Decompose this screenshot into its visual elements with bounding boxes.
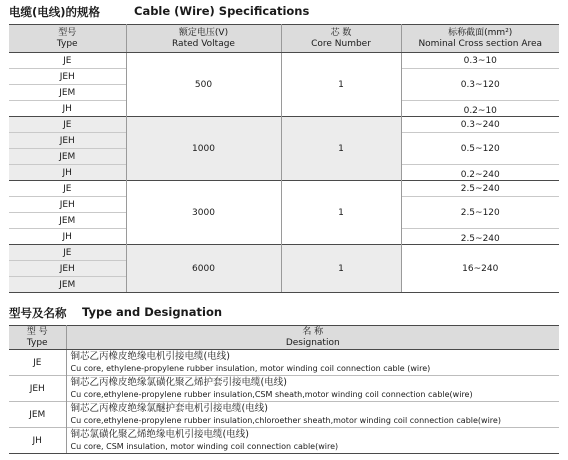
- designation-table: [9, 325, 559, 454]
- spec-row: [9, 181, 559, 197]
- designation-text: 铜芯氯磺化聚乙烯绝缘电机引接电缆(电线) Cu core, CSM insulation, motor winding coil connection cable(wire): [66, 428, 559, 454]
- spec-row: [9, 117, 559, 133]
- header-voltage: 额定电压(V) Rated Voltage: [126, 25, 281, 53]
- spec-row: [9, 245, 559, 261]
- area-cell: 0.3~240: [401, 117, 559, 133]
- type-cell: JH: [9, 165, 126, 181]
- type-cell: JEM: [9, 277, 126, 293]
- type-cell: JEM: [9, 85, 126, 101]
- designation-title-en: Type and Designation: [82, 305, 223, 319]
- designation-row: [9, 376, 559, 402]
- spec-title-cn: 电缆(电线)的规格: [9, 5, 101, 19]
- type-cell: JEH: [9, 261, 126, 277]
- cores-cell: 1: [281, 117, 401, 181]
- type-cell: JEM: [9, 149, 126, 165]
- voltage-cell: 6000: [126, 245, 281, 293]
- area-cell: 0.5~120: [401, 133, 559, 165]
- header-designation: 名 称 Designation: [66, 326, 559, 350]
- designation-text: 铜芯乙丙橡皮绝缘电机引接电缆(电线) Cu core, ethylene-propylene rubber insulation, motor winding coil connection cable (wire): [66, 350, 559, 376]
- designation-text: 铜芯乙丙橡皮绝缘氯醚护套电机引接电缆(电线) Cu core,ethylene-propylene rubber insulation,chloroether sheath,motor winding coil connection cable(wire): [66, 402, 559, 428]
- voltage-cell: 500: [126, 53, 281, 117]
- header-area: 标称截面(mm²) Nominal Cross section Area: [401, 25, 559, 53]
- area-cell: 2.5~240: [401, 181, 559, 197]
- area-cell: 0.2~10: [401, 101, 559, 117]
- designation-row: [9, 402, 559, 428]
- designation-row: [9, 428, 559, 454]
- spec-row: [9, 53, 559, 69]
- area-cell: 2.5~240: [401, 229, 559, 245]
- header-type: 型 号 Type: [9, 326, 66, 350]
- area-cell: 16~240: [401, 245, 559, 293]
- designation-title-cn: 型号及名称: [9, 306, 67, 320]
- spec-table-bottom-rule: [9, 292, 559, 293]
- designation-row: [9, 350, 559, 376]
- header-type: 型号 Type: [9, 25, 126, 53]
- type-cell: JH: [9, 229, 126, 245]
- type-cell: JE: [9, 117, 126, 133]
- area-cell: 0.3~10: [401, 53, 559, 69]
- designation-type: JEM: [9, 402, 66, 428]
- type-cell: JEM: [9, 213, 126, 229]
- designation-header-row: [9, 326, 559, 350]
- cores-cell: 1: [281, 181, 401, 245]
- cores-cell: 1: [281, 53, 401, 117]
- designation-type: JE: [9, 350, 66, 376]
- header-cores: 芯 数 Core Number: [281, 25, 401, 53]
- area-cell: 0.2~240: [401, 165, 559, 181]
- area-cell: 0.3~120: [401, 69, 559, 101]
- designation-type: JEH: [9, 376, 66, 402]
- type-cell: JEH: [9, 197, 126, 213]
- type-cell: JH: [9, 101, 126, 117]
- spec-table: [9, 24, 559, 293]
- designation-text: 铜芯乙丙橡皮绝缘氯磺化聚乙烯护套引接电缆(电线) Cu core,ethylene-propylene rubber insulation,CSM sheath,motor winding coil connection cable(wire): [66, 376, 559, 402]
- designation-type: JH: [9, 428, 66, 454]
- spec-title-en: Cable (Wire) Specifications: [134, 4, 310, 18]
- type-cell: JEH: [9, 69, 126, 85]
- type-cell: JE: [9, 245, 126, 261]
- voltage-cell: 3000: [126, 181, 281, 245]
- voltage-cell: 1000: [126, 117, 281, 181]
- cores-cell: 1: [281, 245, 401, 293]
- type-cell: JEH: [9, 133, 126, 149]
- area-cell: 2.5~120: [401, 197, 559, 229]
- type-cell: JE: [9, 181, 126, 197]
- type-cell: JE: [9, 53, 126, 69]
- spec-header-row: [9, 25, 559, 53]
